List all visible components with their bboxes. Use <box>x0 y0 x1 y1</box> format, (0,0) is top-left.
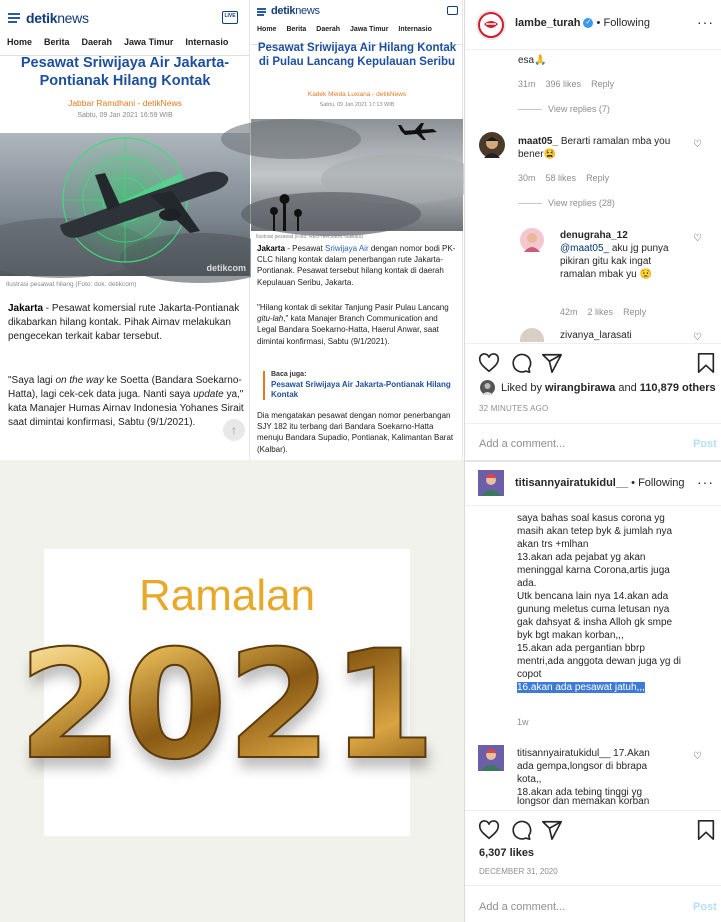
commenter-avatar[interactable] <box>520 228 544 252</box>
post-header: titisannyairatukidul__ • Following <box>515 477 685 489</box>
titisan-avatar[interactable] <box>478 470 504 496</box>
detik-logo[interactable]: detiknews <box>26 10 89 26</box>
read-also-link[interactable]: Pesawat Sriwijaya Air Jakarta-Pontianak Hilang Kontak <box>271 380 451 399</box>
comment-username[interactable]: maat05_ <box>518 136 559 147</box>
post-username[interactable]: titisannyairatukidul__ <box>515 477 629 489</box>
menu-item-daerah[interactable]: Daerah <box>316 26 341 33</box>
commenter-avatar[interactable] <box>479 132 505 158</box>
menu-item-berita[interactable]: Berita <box>286 26 307 33</box>
comment-meta: 31m 396 likes Reply <box>518 79 615 89</box>
menu-item-berita[interactable]: Berita <box>44 37 70 47</box>
save-bookmark-icon[interactable] <box>695 352 717 374</box>
article-paragraph-1: Jakarta - Pesawat komersial rute Jakarta-Pontianak dikabarkan hilang kontak. Pihak Airnav melakukan pengecekan terkait kabar tersebut. <box>8 303 240 342</box>
detik-navbar <box>0 0 249 56</box>
verified-badge-icon: ✓ <box>583 18 593 28</box>
liker-username[interactable]: wirangbirawa <box>545 382 616 394</box>
like-heart-icon[interactable] <box>478 819 500 841</box>
article-date: Sabtu, 09 Jan 2021 17:13 WIB <box>319 102 395 108</box>
likes-count[interactable]: 6,307 likes <box>479 847 535 859</box>
like-heart-icon[interactable] <box>478 352 500 374</box>
comment-username[interactable]: titisannyairatukidul__ <box>517 748 611 759</box>
lambe-turah-avatar[interactable] <box>476 10 506 40</box>
highlighted-caption-line: 16.akan ada pesawat jatuh,,, <box>517 682 645 693</box>
plane-sky-photo <box>251 119 463 231</box>
live-tv-icon[interactable]: LIVE <box>222 11 238 24</box>
menu-item-daerah[interactable]: Daerah <box>81 37 113 47</box>
article-screenshot-2 <box>251 0 463 460</box>
reply-button[interactable]: Reply <box>586 173 610 183</box>
menu-item-home[interactable]: Home <box>7 37 33 47</box>
article-paragraph-2: "Saya lagi on the way ke Soetta (Bandara Soekarno-Hatta), lagi cek-cek data juga. Nanti saya update ya," kata Manajer Humas Airnav Indonesia Yohanes Sirait saat dimintai konfirmasi, Sabtu (9/1/2021). <box>8 375 244 428</box>
comment-titisan: titisannyairatukidul__ 17.Akan ada gempa,longsor di bbrapa kota,, 18.akan ada tebing tinggi yg longsor dan memakan korban <box>517 748 650 807</box>
comment-bubble-icon[interactable] <box>510 352 532 374</box>
comment-like-heart-icon[interactable]: ♡ <box>693 233 702 244</box>
menu-item-jawa-timur[interactable]: Jawa Timur <box>124 37 174 47</box>
detik-logo[interactable]: detiknews <box>271 5 320 17</box>
following-button[interactable]: Following <box>638 477 685 489</box>
detik-menu <box>7 37 228 47</box>
comment-like-heart-icon[interactable]: ♡ <box>693 332 702 343</box>
svg-text:2021: 2021 <box>18 619 436 793</box>
gold-2021-graphic <box>18 549 436 836</box>
plane-radar-photo <box>0 133 250 276</box>
article-author: Kadek Melda Luxiana - detikNews <box>307 91 407 98</box>
menu-item-internasional[interactable]: Internasio <box>185 37 229 47</box>
comment-meta: 30m 58 likes Reply <box>518 173 610 183</box>
comment-bubble-icon[interactable] <box>510 819 532 841</box>
photo-caption: Ilustrasi pesawat hilang (Foto: dok. detikcom) <box>6 281 137 288</box>
menu-item-internasional[interactable]: Internasio <box>398 26 432 33</box>
live-tv-icon[interactable] <box>447 6 458 15</box>
post-comment-button[interactable]: Post <box>693 901 717 913</box>
scroll-top-arrow-icon[interactable]: ↑ <box>223 419 245 441</box>
article-paragraph-1: Jakarta - Pesawat Sriwijaya Air dengan nomor bodi PK-CLC hilang kontak dalam penerbangan rute Jakarta-Pontianak. Pesawat tersebut hilang kontak di daerah Kepulauan Seribu, Jakarta. <box>257 244 456 287</box>
others-likes-link[interactable]: 110,879 others <box>639 382 716 394</box>
instagram-panel <box>464 0 720 922</box>
view-replies-button[interactable]: View replies (7) <box>518 104 610 114</box>
reply-zivanya <box>560 329 632 342</box>
article-headline: Pesawat Sriwijaya Air Jakarta-Pontianak Hilang Kontak <box>20 55 230 89</box>
post-caption: saya bahas soal kasus corona yg masih akan tetep byk & jumlah nya akan trs +mlhan 13.akan ada pejabat yg akan meninggal karna Corona,artis juga ada. Utk bencana lain nya 14.akan ada gunung meletus cuma letusan nya gak dahsyat & insha Alloh gk smpe byk bgt makan korban,,, 15.akan ada pergantian bbrp mentri,ada anggota dewan juga yg di copot 16.akan ada pesawat jatuh,,, <box>517 513 682 693</box>
post-time: 32 MINUTES AGO <box>479 404 549 413</box>
article-author: Jabbar Ramdhani - detikNews <box>68 98 182 108</box>
more-options-icon[interactable]: ··· <box>697 474 714 490</box>
commenter-avatar[interactable] <box>478 745 504 771</box>
menu-item-jawa-timur[interactable]: Jawa Timur <box>350 26 389 33</box>
following-button[interactable]: Following <box>603 17 650 29</box>
reply-denugraha: denugraha_12 @maat05_ aku jg punya pikiran gitu kak ingat ramalan mbak yu 😟 <box>560 230 669 280</box>
post-date: DECEMBER 31, 2020 <box>479 867 558 876</box>
detik-navbar-2 <box>251 0 462 45</box>
photo-caption: Ilustrasi pesawat (Foto: REUTERS/Eric Gaillard) <box>256 234 364 240</box>
comment-text: esa🙏 <box>518 55 547 66</box>
comment-username[interactable]: denugraha_12 <box>560 230 628 241</box>
post-comment-button[interactable]: Post <box>693 438 717 450</box>
post-username[interactable]: lambe_turah <box>515 17 581 29</box>
share-plane-icon[interactable] <box>541 819 563 841</box>
liked-by-text: Liked by wirangbirawa and 110,879 others <box>501 382 716 394</box>
menu-item-home[interactable]: Home <box>257 26 277 33</box>
panel-divider <box>465 460 721 462</box>
comment-meta: 42m 2 likes Reply <box>560 307 647 317</box>
article-paragraph-3: Dia mengatakan pesawat dengan nomor penerbangan SJY 182 itu terbang dari Bandara Soekarno-Hatta menuju Bandara Supadio, Pontianak, Kalimantan Barat (Kalbar). <box>257 411 454 454</box>
comment-like-heart-icon[interactable]: ♡ <box>693 139 702 150</box>
comment-username[interactable]: zivanya_larasati <box>560 330 632 341</box>
detik-menu <box>257 26 432 33</box>
ramalan-word: Ramalan <box>138 571 316 620</box>
post-header: lambe_turah ✓ • Following <box>515 17 650 29</box>
article-screenshot-1 <box>0 0 250 460</box>
view-replies-button[interactable]: View replies (28) <box>518 198 615 208</box>
more-options-icon[interactable]: ··· <box>697 14 714 30</box>
sriwijaya-air-link[interactable]: Sriwijaya Air <box>325 244 369 253</box>
ramalan-2021-image <box>18 549 436 836</box>
add-comment-input[interactable]: Add a comment... <box>479 438 566 450</box>
caption-time: 1w <box>517 717 529 727</box>
article-paragraph-2: "Hilang kontak di sekitar Tanjung Pasir Pulau Lancang gitu-lah," kata Manajer Branch Communication and Legal Bandara Soekarno-Hatta, Haerul Anwar, saat dimintai konfirmasi, Sabtu (9/1/2021). <box>257 303 449 346</box>
read-also-box <box>263 371 453 400</box>
add-comment-input[interactable]: Add a comment... <box>479 901 566 913</box>
save-bookmark-icon[interactable] <box>695 819 717 841</box>
commenter-avatar[interactable] <box>520 328 544 342</box>
reply-button[interactable]: Reply <box>623 307 647 317</box>
comment-maat05: maat05_ Berarti ramalan mba you bener😫 <box>518 136 671 160</box>
article-date: Sabtu, 09 Jan 2021 16:59 WIB <box>77 112 173 119</box>
reply-button[interactable]: Reply <box>591 79 615 89</box>
read-also-label: Baca juga: <box>271 371 307 378</box>
share-plane-icon[interactable] <box>541 352 563 374</box>
liker-avatar[interactable] <box>480 380 495 395</box>
mention-link[interactable]: @maat05_ <box>560 243 610 254</box>
comment-like-heart-icon[interactable]: ♡ <box>693 751 702 762</box>
photo-watermark: detikcom <box>206 263 246 273</box>
article-headline: Pesawat Sriwijaya Air Hilang Kontak di Pulau Lancang Kepulauan Seribu <box>257 42 457 69</box>
